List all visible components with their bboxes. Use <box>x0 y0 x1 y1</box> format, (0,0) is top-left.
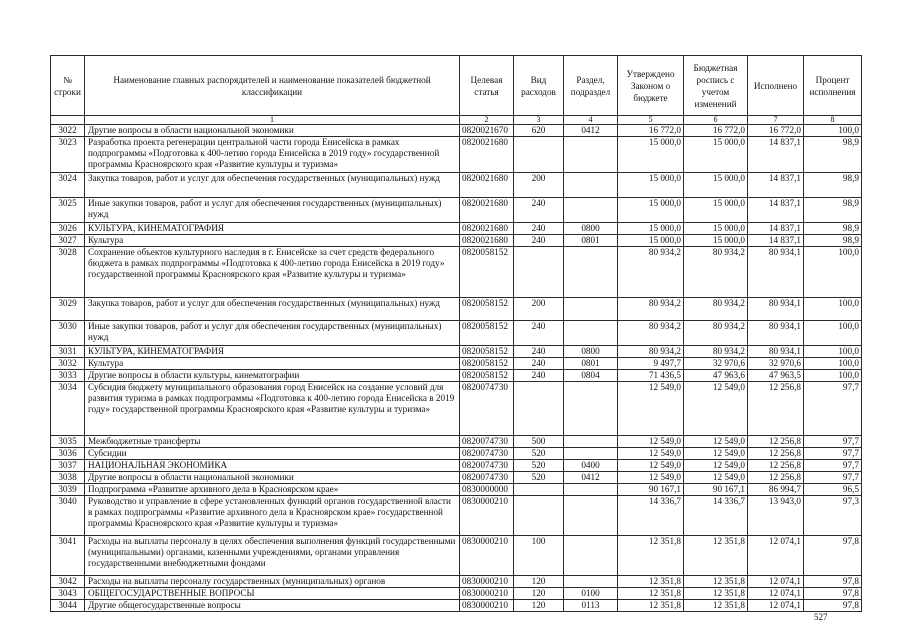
target-article-cell: 0830000210 <box>460 600 514 612</box>
budget-plan-amount-cell: 15 000,0 <box>684 198 748 223</box>
table-row <box>51 235 862 247</box>
execution-percent-cell: 100,0 <box>804 370 862 382</box>
header-expense-type: Вид расходов <box>514 56 564 116</box>
row-name-cell: Иные закупки товаров, работ и услуг для обеспечения государственных (муниципальных) нужд <box>85 321 460 346</box>
row-name-cell: Руководство и управление в сфере установленных функций органов государственной власти в рамках подпрограммы «Развитие архивного дела в Красноярском крае» государственной программы Красноярского края «Развитие культуры и туризма» <box>85 496 460 536</box>
executed-amount-cell: 14 837,1 <box>748 235 804 247</box>
table-row <box>51 198 862 223</box>
section-cell: 0801 <box>564 358 618 370</box>
target-article-cell: 0820074730 <box>460 472 514 484</box>
executed-amount-cell: 12 074,1 <box>748 576 804 588</box>
row-number-cell: 3024 <box>51 173 85 198</box>
row-name-cell: КУЛЬТУРА, КИНЕМАТОГРАФИЯ <box>85 346 460 358</box>
section-cell <box>564 321 618 346</box>
budget-plan-amount-cell: 12 351,8 <box>684 600 748 612</box>
target-article-cell: 0820058152 <box>460 321 514 346</box>
target-article-cell: 0820074730 <box>460 448 514 460</box>
section-cell <box>564 484 618 496</box>
header-percent: Процент исполнения <box>804 56 862 116</box>
execution-percent-cell: 100,0 <box>804 298 862 321</box>
header-budget-plan: Бюджетная роспись с учетом изменений <box>684 56 748 116</box>
header-executed: Исполнено <box>748 56 804 116</box>
row-name-cell: Культура <box>85 358 460 370</box>
approved-amount-cell: 12 549,0 <box>618 472 684 484</box>
budget-plan-amount-cell: 15 000,0 <box>684 173 748 198</box>
budget-plan-amount-cell: 12 351,8 <box>684 576 748 588</box>
expense-type-cell: 240 <box>514 346 564 358</box>
section-cell <box>564 536 618 576</box>
column-number-empty <box>51 116 85 125</box>
executed-amount-cell: 12 074,1 <box>748 588 804 600</box>
row-name-cell: Расходы на выплаты персоналу в целях обеспечения выполнения функций государственными (муниципальными) органами, казенными учреждениями, органами управления государственными внебюджетными фондами <box>85 536 460 576</box>
budget-plan-amount-cell: 80 934,2 <box>684 346 748 358</box>
target-article-cell: 0820058152 <box>460 358 514 370</box>
execution-percent-cell: 100,0 <box>804 346 862 358</box>
column-number: 6 <box>684 116 748 125</box>
row-number-cell: 3039 <box>51 484 85 496</box>
header-section: Раздел, подраздел <box>564 56 618 116</box>
section-cell <box>564 247 618 298</box>
row-number-cell: 3022 <box>51 125 85 137</box>
execution-percent-cell: 97,3 <box>804 496 862 536</box>
target-article-cell: 0830000210 <box>460 536 514 576</box>
row-number-cell: 3029 <box>51 298 85 321</box>
execution-percent-cell: 98,9 <box>804 223 862 235</box>
target-article-cell: 0820058152 <box>460 370 514 382</box>
header-target-article: Целевая статья <box>460 56 514 116</box>
row-name-cell: Субсидия бюджету муниципального образования город Енисейск на создание условий для развития туризма в рамках подпрограммы «Подготовка к 400-летию города Енисейска в 2019 году» государственной программы Красноярского края «Развитие культуры и туризма» <box>85 382 460 436</box>
header-name: Наименование главных распорядителей и наименование показателей бюджетной классификации <box>85 56 460 116</box>
approved-amount-cell: 90 167,1 <box>618 484 684 496</box>
row-number-cell: 3037 <box>51 460 85 472</box>
executed-amount-cell: 12 256,8 <box>748 448 804 460</box>
executed-amount-cell: 12 074,1 <box>748 600 804 612</box>
expense-type-cell: 520 <box>514 472 564 484</box>
budget-plan-amount-cell: 16 772,0 <box>684 125 748 137</box>
expense-type-cell: 200 <box>514 298 564 321</box>
budget-plan-amount-cell: 12 549,0 <box>684 460 748 472</box>
header-approved: Утверждено Законом о бюджете <box>618 56 684 116</box>
table-row <box>51 247 862 298</box>
budget-plan-amount-cell: 90 167,1 <box>684 484 748 496</box>
column-number-row <box>51 116 862 125</box>
executed-amount-cell: 80 934,1 <box>748 298 804 321</box>
page-number: 527 <box>814 612 828 622</box>
executed-amount-cell: 14 837,1 <box>748 173 804 198</box>
budget-table-container <box>50 55 862 612</box>
execution-percent-cell: 98,9 <box>804 137 862 173</box>
target-article-cell: 0820074730 <box>460 382 514 436</box>
row-name-cell: Другие вопросы в области национальной экономики <box>85 125 460 137</box>
table-row <box>51 298 862 321</box>
executed-amount-cell: 12 256,8 <box>748 436 804 448</box>
table-row <box>51 346 862 358</box>
target-article-cell: 0820021680 <box>460 198 514 223</box>
row-number-cell: 3034 <box>51 382 85 436</box>
table-row <box>51 460 862 472</box>
expense-type-cell <box>514 137 564 173</box>
row-number-cell: 3032 <box>51 358 85 370</box>
row-name-cell: ОБЩЕГОСУДАРСТВЕННЫЕ ВОПРОСЫ <box>85 588 460 600</box>
approved-amount-cell: 80 934,2 <box>618 346 684 358</box>
table-row <box>51 137 862 173</box>
target-article-cell: 0820021680 <box>460 137 514 173</box>
table-row <box>51 125 862 137</box>
row-name-cell: КУЛЬТУРА, КИНЕМАТОГРАФИЯ <box>85 223 460 235</box>
approved-amount-cell: 12 549,0 <box>618 448 684 460</box>
column-number: 8 <box>804 116 862 125</box>
budget-plan-amount-cell: 15 000,0 <box>684 137 748 173</box>
section-cell <box>564 298 618 321</box>
execution-percent-cell: 97,7 <box>804 460 862 472</box>
table-row <box>51 223 862 235</box>
budget-plan-amount-cell: 80 934,2 <box>684 247 748 298</box>
execution-percent-cell: 100,0 <box>804 125 862 137</box>
column-number: 2 <box>460 116 514 125</box>
row-number-cell: 3027 <box>51 235 85 247</box>
row-number-cell: 3028 <box>51 247 85 298</box>
row-name-cell: Закупка товаров, работ и услуг для обеспечения государственных (муниципальных) нужд <box>85 173 460 198</box>
section-cell <box>564 382 618 436</box>
column-number: 4 <box>564 116 618 125</box>
table-body <box>51 125 862 612</box>
row-number-cell: 3031 <box>51 346 85 358</box>
table-row <box>51 173 862 198</box>
section-cell <box>564 198 618 223</box>
approved-amount-cell: 14 336,7 <box>618 496 684 536</box>
target-article-cell: 0820058152 <box>460 346 514 358</box>
section-cell: 0800 <box>564 346 618 358</box>
target-article-cell: 0820021680 <box>460 235 514 247</box>
approved-amount-cell: 71 436,5 <box>618 370 684 382</box>
expense-type-cell: 120 <box>514 576 564 588</box>
row-number-cell: 3040 <box>51 496 85 536</box>
table-row <box>51 370 862 382</box>
target-article-cell: 0830000210 <box>460 496 514 536</box>
table-row <box>51 472 862 484</box>
table-row <box>51 588 862 600</box>
table-row <box>51 576 862 588</box>
section-cell: 0113 <box>564 600 618 612</box>
table-row <box>51 448 862 460</box>
expense-type-cell: 520 <box>514 448 564 460</box>
section-cell <box>564 137 618 173</box>
executed-amount-cell: 80 934,1 <box>748 346 804 358</box>
target-article-cell: 0820074730 <box>460 436 514 448</box>
executed-amount-cell: 12 256,8 <box>748 460 804 472</box>
execution-percent-cell: 98,9 <box>804 173 862 198</box>
target-article-cell: 0820058152 <box>460 298 514 321</box>
executed-amount-cell: 12 074,1 <box>748 536 804 576</box>
expense-type-cell: 240 <box>514 223 564 235</box>
row-name-cell: Расходы на выплаты персоналу государственных (муниципальных) органов <box>85 576 460 588</box>
execution-percent-cell: 97,8 <box>804 536 862 576</box>
target-article-cell: 0830000210 <box>460 588 514 600</box>
table-row <box>51 382 862 436</box>
section-cell <box>564 496 618 536</box>
executed-amount-cell: 13 943,0 <box>748 496 804 536</box>
section-cell: 0412 <box>564 125 618 137</box>
budget-plan-amount-cell: 15 000,0 <box>684 235 748 247</box>
section-cell: 0100 <box>564 588 618 600</box>
approved-amount-cell: 12 351,8 <box>618 588 684 600</box>
execution-percent-cell: 97,8 <box>804 576 862 588</box>
expense-type-cell: 520 <box>514 460 564 472</box>
section-cell <box>564 576 618 588</box>
expense-type-cell: 200 <box>514 173 564 198</box>
execution-percent-cell: 97,7 <box>804 448 862 460</box>
column-number: 1 <box>85 116 460 125</box>
budget-plan-amount-cell: 12 549,0 <box>684 436 748 448</box>
row-name-cell: Субсидии <box>85 448 460 460</box>
budget-plan-amount-cell: 12 351,8 <box>684 588 748 600</box>
expense-type-cell: 120 <box>514 588 564 600</box>
row-number-cell: 3043 <box>51 588 85 600</box>
expense-type-cell: 240 <box>514 321 564 346</box>
row-number-cell: 3026 <box>51 223 85 235</box>
expense-type-cell: 240 <box>514 370 564 382</box>
budget-plan-amount-cell: 47 963,6 <box>684 370 748 382</box>
row-number-cell: 3025 <box>51 198 85 223</box>
section-cell: 0412 <box>564 472 618 484</box>
budget-plan-amount-cell: 12 549,0 <box>684 382 748 436</box>
execution-percent-cell: 97,8 <box>804 600 862 612</box>
expense-type-cell <box>514 382 564 436</box>
approved-amount-cell: 15 000,0 <box>618 173 684 198</box>
expense-type-cell: 500 <box>514 436 564 448</box>
budget-plan-amount-cell: 12 549,0 <box>684 472 748 484</box>
row-name-cell: Иные закупки товаров, работ и услуг для обеспечения государственных (муниципальных) нужд <box>85 198 460 223</box>
table-row <box>51 484 862 496</box>
execution-percent-cell: 100,0 <box>804 321 862 346</box>
row-number-cell: 3033 <box>51 370 85 382</box>
target-article-cell: 0820021670 <box>460 125 514 137</box>
row-number-cell: 3041 <box>51 536 85 576</box>
budget-plan-amount-cell: 80 934,2 <box>684 321 748 346</box>
expense-type-cell: 100 <box>514 536 564 576</box>
approved-amount-cell: 15 000,0 <box>618 223 684 235</box>
target-article-cell: 0830000210 <box>460 576 514 588</box>
executed-amount-cell: 80 934,1 <box>748 247 804 298</box>
execution-percent-cell: 97,7 <box>804 436 862 448</box>
target-article-cell: 0820021680 <box>460 223 514 235</box>
table-row <box>51 536 862 576</box>
expense-type-cell <box>514 484 564 496</box>
executed-amount-cell: 12 256,8 <box>748 382 804 436</box>
expense-type-cell: 120 <box>514 600 564 612</box>
approved-amount-cell: 12 549,0 <box>618 460 684 472</box>
execution-percent-cell: 96,5 <box>804 484 862 496</box>
section-cell: 0800 <box>564 223 618 235</box>
table-row <box>51 321 862 346</box>
column-number: 5 <box>618 116 684 125</box>
expense-type-cell: 620 <box>514 125 564 137</box>
row-name-cell: Другие вопросы в области национальной экономики <box>85 472 460 484</box>
execution-percent-cell: 100,0 <box>804 247 862 298</box>
row-name-cell: Закупка товаров, работ и услуг для обеспечения государственных (муниципальных) нужд <box>85 298 460 321</box>
header-row <box>51 56 862 116</box>
approved-amount-cell: 12 549,0 <box>618 382 684 436</box>
approved-amount-cell: 12 351,8 <box>618 536 684 576</box>
executed-amount-cell: 14 837,1 <box>748 137 804 173</box>
section-cell: 0801 <box>564 235 618 247</box>
approved-amount-cell: 15 000,0 <box>618 235 684 247</box>
budget-plan-amount-cell: 12 549,0 <box>684 448 748 460</box>
executed-amount-cell: 32 970,6 <box>748 358 804 370</box>
column-number: 7 <box>748 116 804 125</box>
row-name-cell: Другие общегосударственные вопросы <box>85 600 460 612</box>
section-cell <box>564 436 618 448</box>
executed-amount-cell: 86 994,7 <box>748 484 804 496</box>
expense-type-cell <box>514 247 564 298</box>
approved-amount-cell: 80 934,2 <box>618 321 684 346</box>
approved-amount-cell: 12 351,8 <box>618 600 684 612</box>
executed-amount-cell: 12 256,8 <box>748 472 804 484</box>
executed-amount-cell: 80 934,1 <box>748 321 804 346</box>
execution-percent-cell: 97,7 <box>804 382 862 436</box>
table-row <box>51 600 862 612</box>
approved-amount-cell: 9 497,7 <box>618 358 684 370</box>
target-article-cell: 0830000000 <box>460 484 514 496</box>
approved-amount-cell: 12 351,8 <box>618 576 684 588</box>
execution-percent-cell: 100,0 <box>804 358 862 370</box>
row-name-cell: НАЦИОНАЛЬНАЯ ЭКОНОМИКА <box>85 460 460 472</box>
target-article-cell: 0820058152 <box>460 247 514 298</box>
executed-amount-cell: 16 772,0 <box>748 125 804 137</box>
target-article-cell: 0820021680 <box>460 173 514 198</box>
table-header <box>51 56 862 125</box>
header-row-number: № строки <box>51 56 85 116</box>
expense-type-cell: 240 <box>514 198 564 223</box>
row-number-cell: 3044 <box>51 600 85 612</box>
row-name-cell: Разработка проекта регенерации центральной части города Енисейска в рамках подпрограммы «Подготовка к 400-летию города Енисейска в 2019 году» государственной программы Красноярского края «Развитие культуры и туризма» <box>85 137 460 173</box>
approved-amount-cell: 15 000,0 <box>618 137 684 173</box>
section-cell <box>564 448 618 460</box>
budget-plan-amount-cell: 32 970,6 <box>684 358 748 370</box>
executed-amount-cell: 47 963,5 <box>748 370 804 382</box>
row-name-cell: Подпрограмма «Развитие архивного дела в Красноярском крае» <box>85 484 460 496</box>
row-name-cell: Межбюджетные трансферты <box>85 436 460 448</box>
table-row <box>51 358 862 370</box>
expense-type-cell <box>514 496 564 536</box>
executed-amount-cell: 14 837,1 <box>748 198 804 223</box>
budget-plan-amount-cell: 15 000,0 <box>684 223 748 235</box>
row-number-cell: 3042 <box>51 576 85 588</box>
target-article-cell: 0820074730 <box>460 460 514 472</box>
budget-plan-amount-cell: 14 336,7 <box>684 496 748 536</box>
row-name-cell: Сохранение объектов культурного наследия в г. Енисейске за счет средств федерального бюджета в рамках подпрограммы «Подготовка к 400-летию города Енисейска в 2019 году» государственной программы Красноярского края «Развитие культуры и туризма» <box>85 247 460 298</box>
expense-type-cell: 240 <box>514 358 564 370</box>
section-cell <box>564 173 618 198</box>
table-row <box>51 436 862 448</box>
approved-amount-cell: 80 934,2 <box>618 298 684 321</box>
approved-amount-cell: 12 549,0 <box>618 436 684 448</box>
executed-amount-cell: 14 837,1 <box>748 223 804 235</box>
budget-execution-table <box>50 55 862 612</box>
execution-percent-cell: 98,9 <box>804 198 862 223</box>
row-number-cell: 3036 <box>51 448 85 460</box>
column-number: 3 <box>514 116 564 125</box>
approved-amount-cell: 15 000,0 <box>618 198 684 223</box>
row-name-cell: Культура <box>85 235 460 247</box>
row-number-cell: 3030 <box>51 321 85 346</box>
row-number-cell: 3038 <box>51 472 85 484</box>
section-cell: 0804 <box>564 370 618 382</box>
execution-percent-cell: 98,9 <box>804 235 862 247</box>
row-number-cell: 3035 <box>51 436 85 448</box>
row-number-cell: 3023 <box>51 137 85 173</box>
approved-amount-cell: 80 934,2 <box>618 247 684 298</box>
section-cell: 0400 <box>564 460 618 472</box>
table-row <box>51 496 862 536</box>
budget-plan-amount-cell: 80 934,2 <box>684 298 748 321</box>
execution-percent-cell: 97,8 <box>804 588 862 600</box>
execution-percent-cell: 97,7 <box>804 472 862 484</box>
approved-amount-cell: 16 772,0 <box>618 125 684 137</box>
row-name-cell: Другие вопросы в области культуры, кинематографии <box>85 370 460 382</box>
expense-type-cell: 240 <box>514 235 564 247</box>
budget-plan-amount-cell: 12 351,8 <box>684 536 748 576</box>
